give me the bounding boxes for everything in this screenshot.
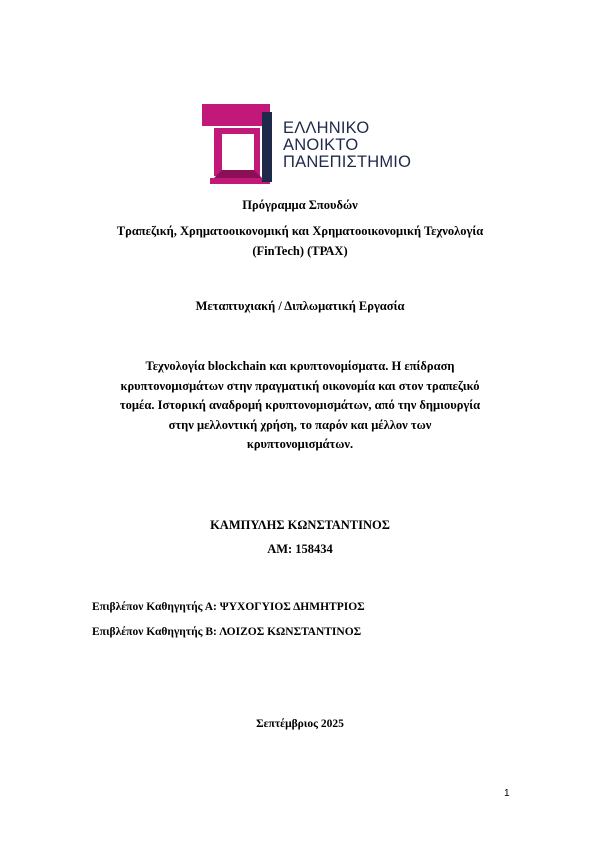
program-title-line-2: (FinTech) (ΤΡΑΧ) — [252, 243, 348, 258]
supervisor-a: Επιβλέπον Καθηγητής Α: ΨΥΧΟΓΥΙΟΣ ΔΗΜΗΤΡΙΟΣ — [92, 601, 365, 613]
date-block — [0, 715, 600, 735]
author-name: ΚΑΜΠΥΛΗΣ ΚΩΝΣΤΑΝΤΙΝΟΣ — [210, 518, 390, 532]
program-title-line-1: Τραπεζική, Χρηματοοικονομική και Χρηματοοικονομική Τεχνολογία — [116, 224, 484, 238]
author-am: ΑΜ: 158434 — [267, 541, 333, 556]
thesis-title-line-1: Τεχνολογία blockchain και κρυπτονομίσματα. Η επίδραση — [145, 359, 455, 373]
supervisor-b: Επιβλέπον Καθηγητής Β: ΛΟΙΖΟΣ ΚΩΝΣΤΑΝΤΙΝΟΣ — [92, 626, 362, 638]
university-logo-text — [283, 120, 411, 171]
thesis-title — [0, 357, 600, 455]
thesis-title-line-2: κρυπτονομισμάτων στην πραγματική οικονομία και στον τραπεζικό — [120, 378, 480, 393]
thesis-title-line-5: κρυπτονομισμάτων. — [246, 437, 354, 451]
thesis-title-line-3: τομέα. Ιστορική αναδρομή κρυπτονομισμάτων, από την δημιουργία — [119, 398, 481, 412]
thesis-type-block — [0, 297, 600, 317]
thesis-type: Μεταπτυχιακή / Διπλωματική Εργασία — [195, 299, 405, 313]
program-label: Πρόγραμμα Σπουδών — [242, 198, 358, 212]
program-label-block — [0, 196, 600, 216]
page-number: 1 — [504, 788, 510, 799]
thesis-title-line-4: στην μελλοντική χρήση, το παρόν και μέλλον των — [168, 417, 432, 432]
submission-date: Σεπτέμβριος 2025 — [256, 718, 344, 730]
program-title-block — [0, 222, 600, 261]
logo-line-3: ΠΑΝΕΠΙΣΤΗΜΙΟ — [283, 153, 412, 171]
logo-line-2: ΑΝΟΙΚΤΟ — [283, 136, 359, 154]
author-block — [0, 516, 600, 559]
logo-line-1: ΕΛΛΗΝΙΚΟ — [283, 119, 370, 137]
